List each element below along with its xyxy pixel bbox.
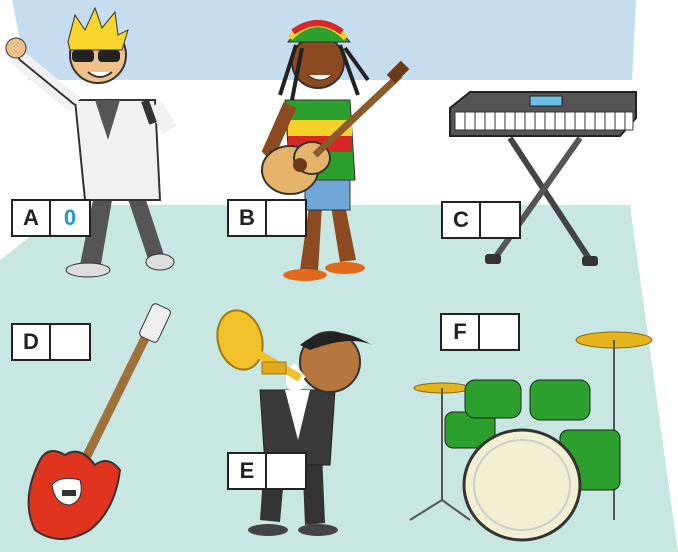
label-box-b [227, 199, 307, 237]
label-letter-a: A [13, 201, 51, 235]
label-box-a [11, 199, 91, 237]
answer-field-e[interactable] [267, 454, 305, 488]
label-letter-e: E [229, 454, 267, 488]
answer-field-c[interactable] [481, 203, 519, 237]
answer-field-b[interactable] [267, 201, 305, 235]
answer-field-f[interactable] [480, 315, 518, 349]
label-letter-b: B [229, 201, 267, 235]
answer-field-a[interactable]: 0 [63, 205, 77, 230]
label-letter-d: D [13, 325, 51, 359]
label-letter-f: F [442, 315, 480, 349]
answer-field-d[interactable] [51, 325, 89, 359]
label-box-c [441, 201, 521, 239]
label-letter-c: C [443, 203, 481, 237]
label-box-e [227, 452, 307, 490]
label-box-d [11, 323, 91, 361]
label-box-f [440, 313, 520, 351]
